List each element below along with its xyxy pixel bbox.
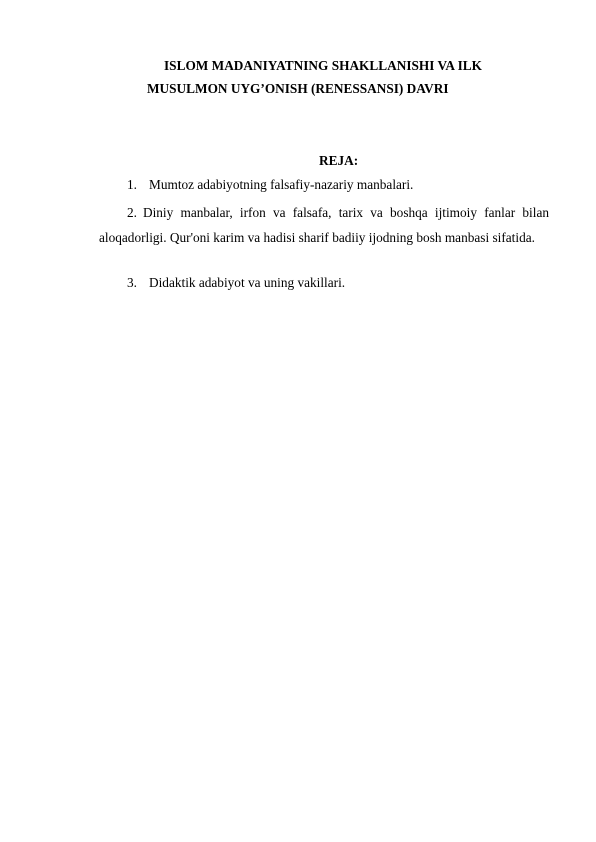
document-title-line-2: MUSULMON UYG’ONISH (RENESSANSI) DAVRI: [147, 81, 449, 96]
plan-item-2: [99, 201, 549, 250]
plan-item-text: Diniy manbalar, irfon va falsafa, tarix va boshqa ijtimoiy fanlar bilan aloqadorligi. Qur'oni karim va hadisi sharif badiiy ijodning bosh manbasi sifatida.: [99, 205, 549, 245]
plan-item-text: Didaktik adabiyot va uning vakillari.: [149, 275, 346, 290]
plan-item-text: Mumtoz adabiyotning falsafiy-nazariy manbalari.: [149, 177, 414, 192]
document-title-line-1: ISLOM MADANIYATNING SHAKLLANISHI VA ILK: [164, 58, 482, 73]
plan-item-number: 1.: [127, 177, 137, 192]
plan-heading: REJA:: [319, 153, 359, 168]
plan-item-number: 2.: [127, 205, 137, 220]
plan-item-number: 3.: [127, 275, 137, 290]
